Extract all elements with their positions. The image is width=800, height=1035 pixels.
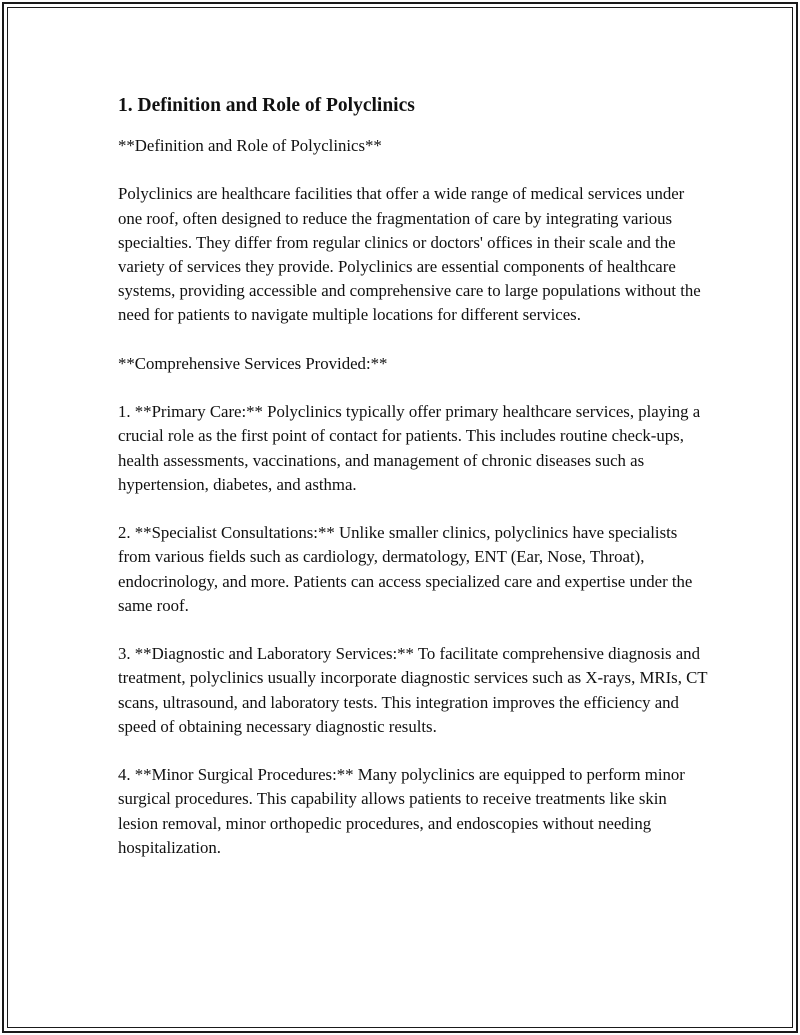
services-heading: **Comprehensive Services Provided:**: [118, 353, 388, 373]
list-item-diagnostic-services: 3. **Diagnostic and Laboratory Services:** To facilitate comprehensive diagnosis and treatment, polyclinics usually incorporate diagnostic services such as X-rays, MRIs, CT scans, ultrasound, and laboratory tests. This integration improves the efficiency and speed of obtaining necessary diagnostic results.: [118, 644, 708, 736]
intro-paragraph: Polyclinics are healthcare facilities that offer a wide range of medical services under one roof, often designed to reduce the fragmentation of care by integrating various specialties. They differ from regular clinics or doctors' offices in their scale and the variety of services they provide. Polyclinics are essential components of healthcare systems, providing accessible and comprehensive care to large populations without the need for patients to navigate multiple locations for different services.: [118, 184, 701, 325]
list-item-minor-surgical-procedures: 4. **Minor Surgical Procedures:** Many polyclinics are equipped to perform minor surgical procedures. This capability allows patients to receive treatments like skin lesion removal, minor orthopedic procedures, and endoscopies without needing hospitalization.: [118, 765, 685, 857]
document-body: [118, 92, 708, 860]
section-subtitle: **Definition and Role of Polyclinics**: [118, 136, 382, 155]
list-item-specialist-consultations: 2. **Specialist Consultations:** Unlike smaller clinics, polyclinics have specialists from various fields such as cardiology, dermatology, ENT (Ear, Nose, Throat), endocrinology, and more. Patients can access specialized care and expertise under the same roof.: [118, 523, 693, 615]
list-item-primary-care: 1. **Primary Care:** Polyclinics typically offer primary healthcare services, playing a crucial role as the first point of contact for patients. This includes routine check-ups, health assessments, vaccinations, and management of chronic diseases such as hypertension, diabetes, and asthma.: [118, 402, 701, 494]
document-heading: 1. Definition and Role of Polyclinics: [118, 95, 415, 116]
